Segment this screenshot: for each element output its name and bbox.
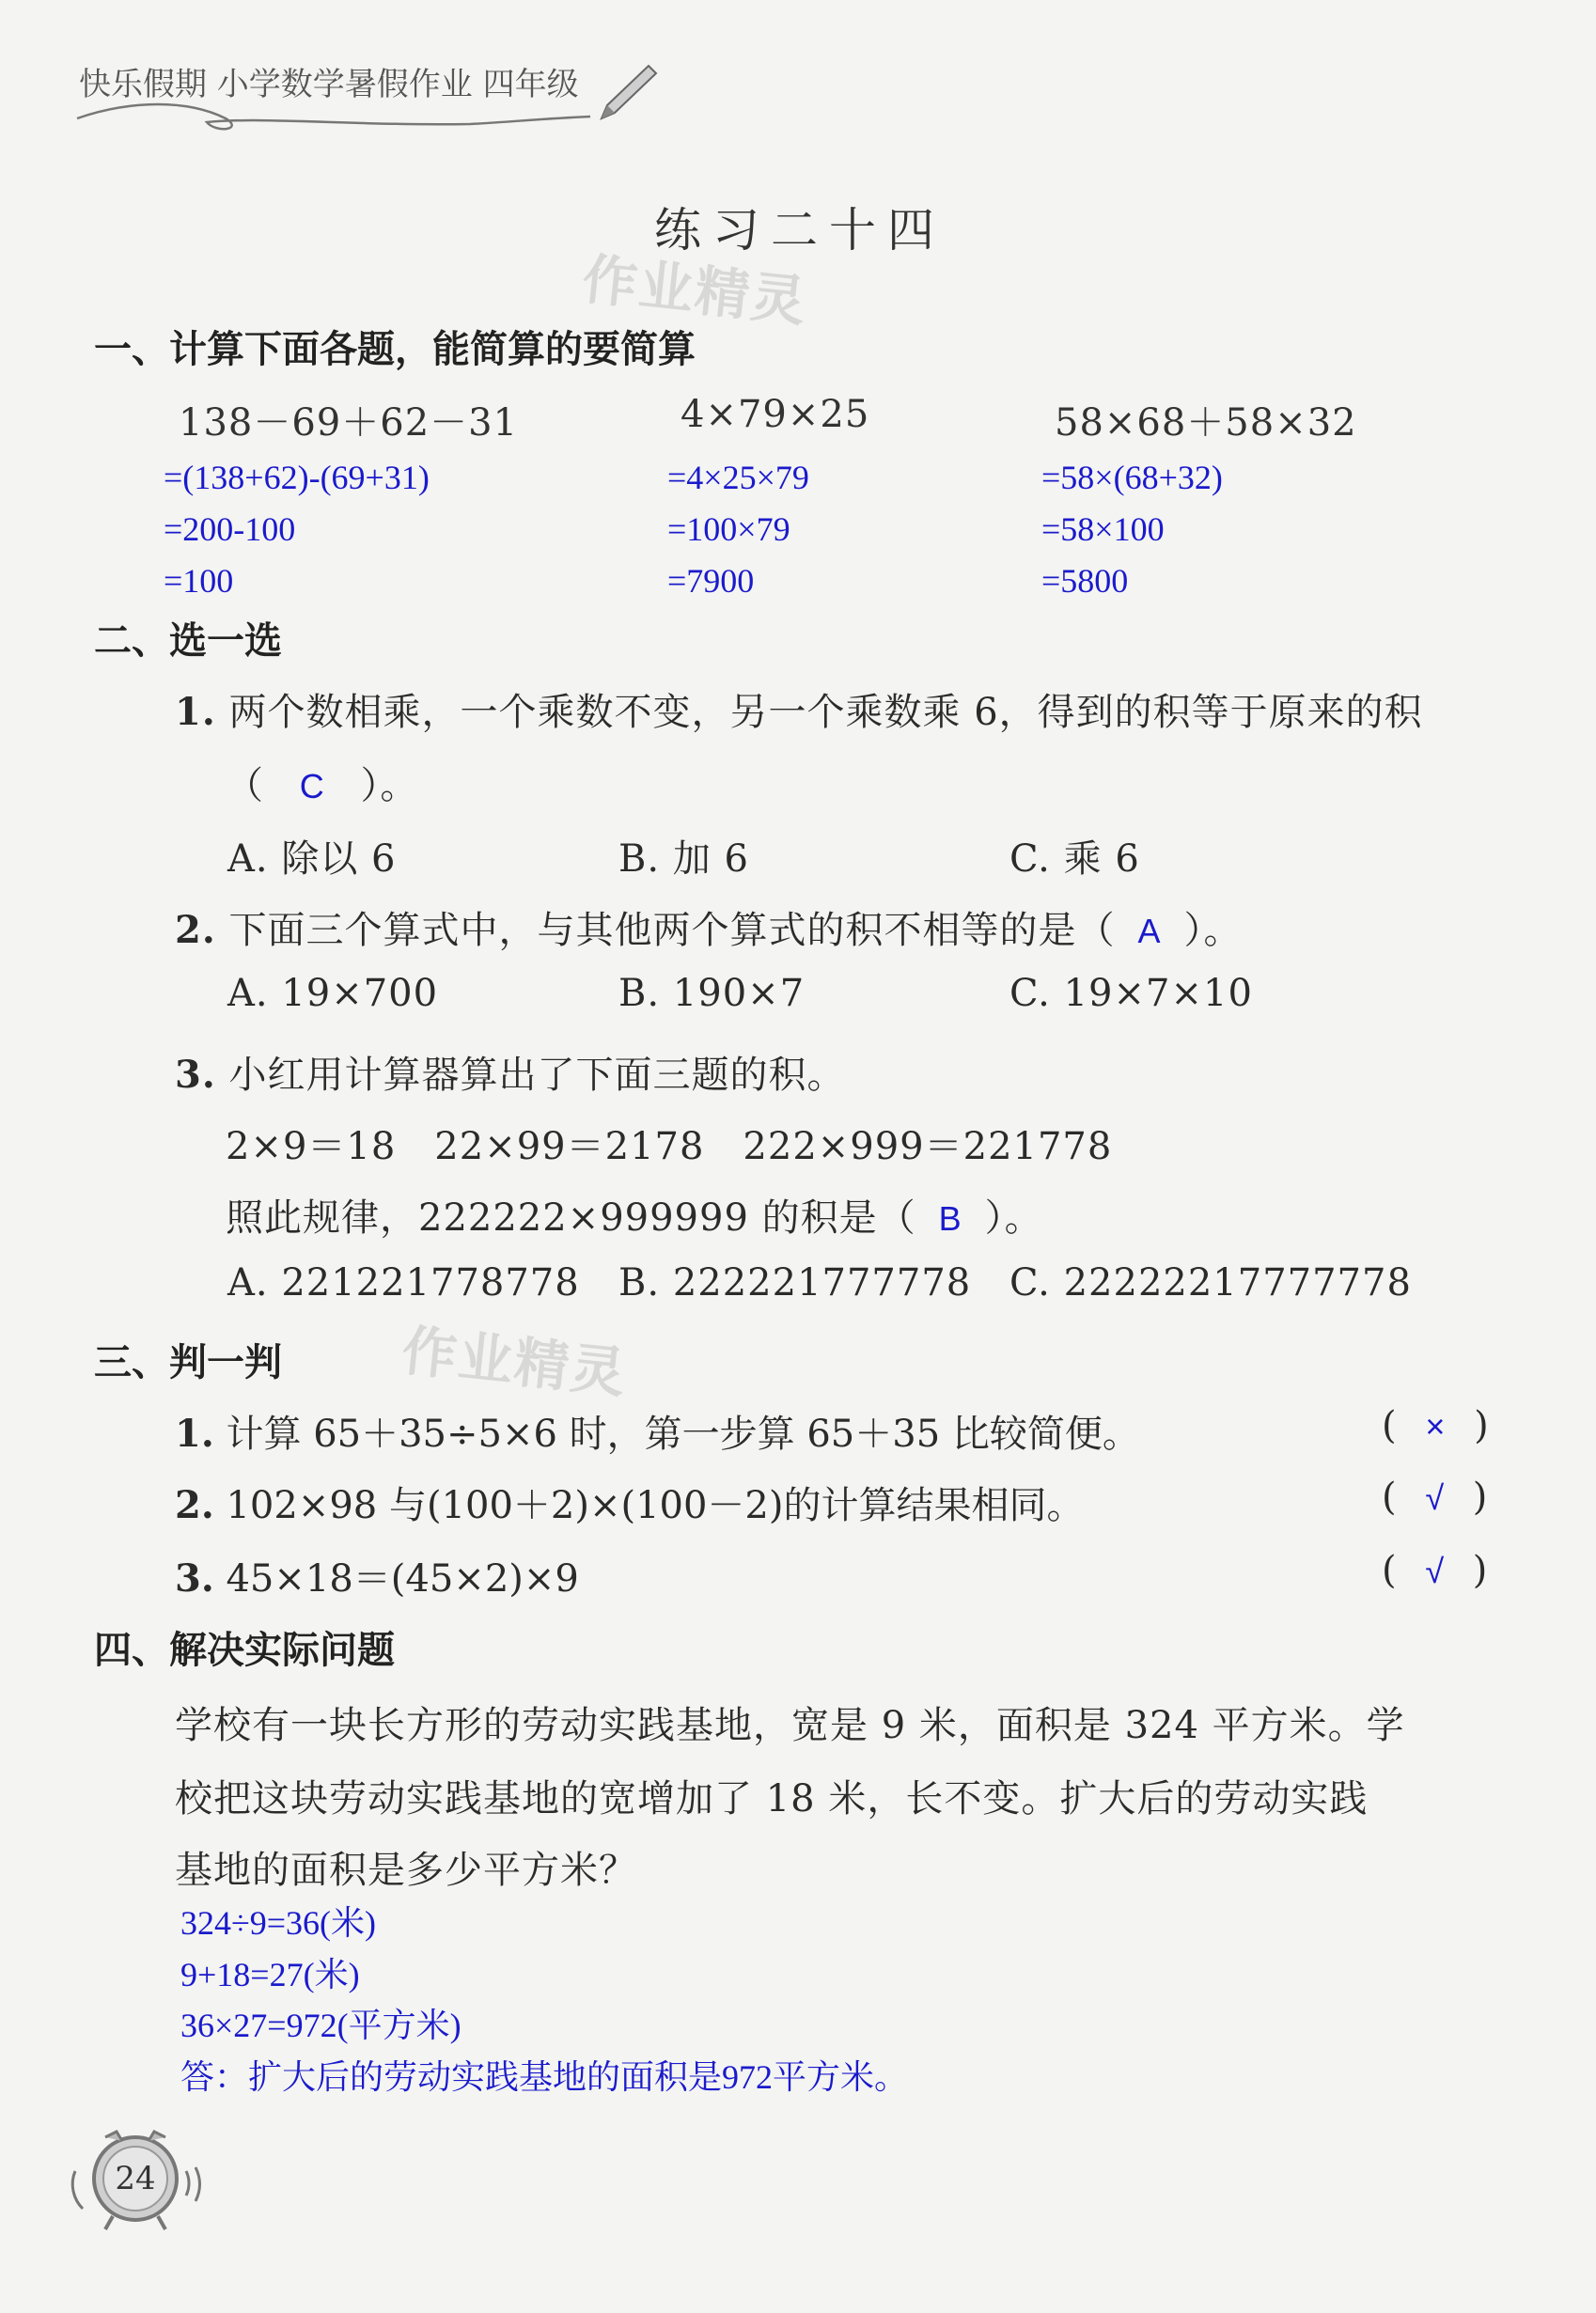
choice-q2-option-a: A. 19×700 xyxy=(227,972,439,1015)
judge-item-1-answer-box: ( × ) xyxy=(1382,1404,1489,1447)
header-swoosh-decoration xyxy=(75,98,602,135)
problem-3-expression: 58×68＋58×32 xyxy=(1055,401,1357,445)
choice-q2-answer: A xyxy=(1137,912,1162,950)
choice-q3 xyxy=(175,1045,845,1099)
problem-3-step-3: =5800 xyxy=(1041,562,1129,600)
problem-2-step-2: =100×79 xyxy=(667,510,790,548)
choice-q3-ask-text: 照此规律，222222×999999 的积是（ xyxy=(226,1196,916,1240)
watermark-logo-2: 作业精灵 xyxy=(399,1318,631,1406)
problem-1-step-2: =200-100 xyxy=(164,510,296,548)
problem-1-step-1: =(138+62)-(69+31) xyxy=(164,459,430,496)
judge-item-2-answer: √ xyxy=(1425,1478,1445,1517)
judge-item-3-answer: √ xyxy=(1425,1552,1445,1590)
judge-item-2 xyxy=(175,1476,1085,1529)
choice-q1-blank xyxy=(226,756,418,809)
choice-q3-option-c: C. 22222217777778 xyxy=(1009,1261,1412,1305)
solution-answer-sentence: 答：扩大后的劳动实践基地的面积是972平方米。 xyxy=(180,2058,909,2096)
choice-q1-option-c: C. 乘 6 xyxy=(1009,837,1140,881)
watermark-logo: 作业精灵 xyxy=(579,246,811,335)
word-problem-line-1: 学校有一块长方形的劳动实践基地，宽是 9 米，面积是 324 平方米。学 xyxy=(175,1704,1405,1747)
book-header: 快乐假期 小学数学暑假作业 四年级 xyxy=(79,66,579,103)
judge-item-1-number: 1. xyxy=(175,1412,214,1456)
judge-item-2-text: 102×98 与(100＋2)×(100－2)的计算结果相同。 xyxy=(226,1484,1085,1527)
choice-q3-option-b: B. 222221777778 xyxy=(618,1261,972,1305)
choice-q3-number: 3. xyxy=(175,1053,216,1097)
problem-2-expression: 4×79×25 xyxy=(681,393,870,436)
problem-2-step-1: =4×25×79 xyxy=(667,459,809,496)
pencil-icon xyxy=(594,60,660,126)
choice-q3-ask xyxy=(226,1188,1043,1242)
judge-item-1-text: 计算 65＋35÷5×6 时，第一步算 65＋35 比较简便。 xyxy=(226,1413,1140,1456)
solution-step-3: 36×27=972(平方米) xyxy=(180,2007,462,2044)
judge-item-2-answer-box: ( √ ) xyxy=(1382,1476,1488,1519)
problem-3-step-2: =58×100 xyxy=(1041,510,1165,548)
section2-heading: 二、选一选 xyxy=(94,619,282,663)
problem-2-step-3: =7900 xyxy=(667,562,755,600)
choice-q1-number: 1. xyxy=(175,690,216,734)
judge-item-1-answer: × xyxy=(1425,1407,1446,1446)
choice-q1-text: 两个数相乘，一个乘数不变，另一个乘数乘 6，得到的积等于原来的积 xyxy=(228,691,1423,734)
problem-3-step-1: =58×(68+32) xyxy=(1041,459,1223,496)
choice-q2-option-c: C. 19×7×10 xyxy=(1009,972,1253,1015)
section4-heading: 四、解决实际问题 xyxy=(94,1629,395,1672)
choice-q1-option-a: A. 除以 6 xyxy=(227,837,397,881)
choice-q1-open-paren: （ xyxy=(226,764,264,807)
choice-q3-close-paren: ）。 xyxy=(984,1196,1043,1240)
section1-heading: 一、计算下面各题，能简算的要简算 xyxy=(94,328,696,371)
judge-item-3 xyxy=(175,1549,579,1602)
section3-heading: 三、判一判 xyxy=(94,1341,282,1384)
problem-1-step-3: =100 xyxy=(164,562,234,600)
choice-q2-text: 下面三个算式中，与其他两个算式的积不相等的是（ xyxy=(228,909,1116,952)
choice-q3-answer: B xyxy=(938,1199,962,1238)
judge-item-3-answer-box: ( √ ) xyxy=(1382,1549,1488,1592)
solution-step-1: 324÷9=36(米) xyxy=(180,1904,377,1942)
word-problem-line-3: 基地的面积是多少平方米？ xyxy=(175,1849,637,1892)
judge-item-3-number: 3. xyxy=(175,1556,214,1601)
page-title: 练习二十四 xyxy=(654,203,946,258)
judge-item-3-text: 45×18＝(45×2)×9 xyxy=(226,1557,579,1601)
choice-q1-answer: C xyxy=(299,767,325,805)
choice-q1-close-paren: ）。 xyxy=(360,764,419,807)
choice-q1-option-b: B. 加 6 xyxy=(618,837,749,881)
judge-item-2-number: 2. xyxy=(175,1483,214,1527)
problem-1-expression: 138－69＋62－31 xyxy=(179,401,519,445)
judge-item-1 xyxy=(175,1404,1140,1458)
choice-q2 xyxy=(175,900,1243,954)
word-problem-line-2: 校把这块劳动实践基地的宽增加了 18 米，长不变。扩大后的劳动实践 xyxy=(175,1777,1369,1821)
solution-step-2: 9+18=27(米) xyxy=(180,1956,360,1993)
choice-q2-close-paren: ）。 xyxy=(1183,909,1243,952)
choice-q2-number: 2. xyxy=(175,908,216,952)
choice-q1 xyxy=(175,682,1423,736)
page-number: 24 xyxy=(115,2160,156,2197)
choice-q2-option-b: B. 190×7 xyxy=(618,972,806,1015)
choice-q3-examples: 2×9＝18 22×99＝2178 222×999＝221778 xyxy=(226,1125,1113,1168)
choice-q3-text: 小红用计算器算出了下面三题的积。 xyxy=(228,1054,846,1097)
choice-q3-option-a: A. 221221778778 xyxy=(227,1261,580,1305)
